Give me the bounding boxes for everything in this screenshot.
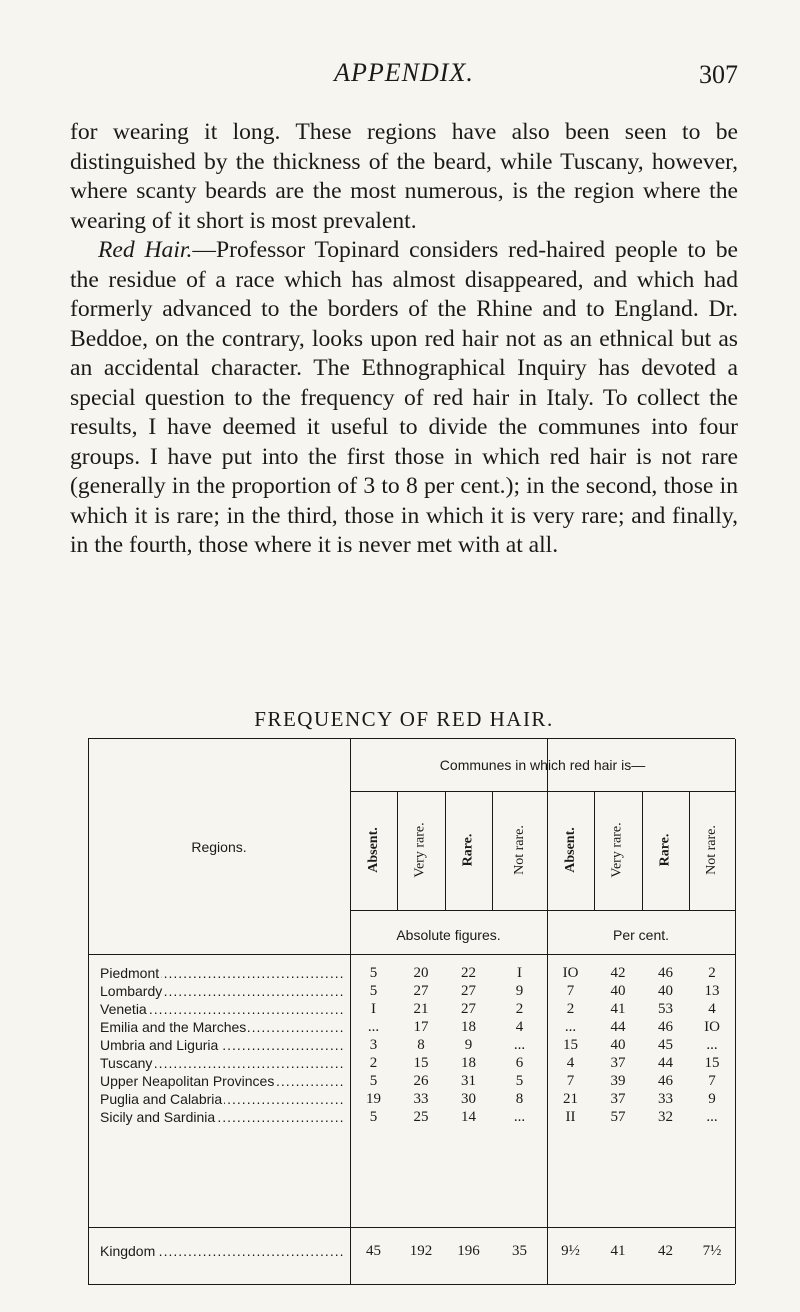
table-cell: 5 — [369, 983, 378, 999]
table-cell: 21 — [413, 1001, 429, 1017]
column-header — [547, 791, 594, 909]
table-row — [88, 1001, 735, 1018]
table-cell: 7 — [566, 983, 575, 999]
table-cell: 26 — [413, 1073, 429, 1089]
table-cell: 17 — [413, 1019, 429, 1035]
table-cell: ... — [513, 1109, 526, 1125]
table-cell: 5 — [369, 1073, 378, 1089]
total-row — [88, 1243, 735, 1260]
table-cell: ... — [706, 1109, 718, 1125]
table-cell: 8 — [515, 1091, 524, 1107]
table-cell: II — [565, 1109, 576, 1125]
table-cell: 2 — [515, 1001, 524, 1017]
region-name: Tuscany — [100, 1055, 153, 1071]
table-cell: 40 — [610, 983, 626, 999]
table-cell: I — [517, 965, 522, 981]
table-cell: 2 — [369, 1055, 378, 1071]
table-cell: 25 — [413, 1109, 429, 1125]
table-cell: 46 — [658, 1019, 673, 1035]
table-cell: 33 — [413, 1091, 429, 1107]
column-header-label: Absent. — [365, 827, 381, 873]
table-cell: 45 — [658, 1037, 673, 1053]
table-cell: 19 — [366, 1091, 381, 1107]
region-label — [100, 1001, 345, 1018]
table-cell: 53 — [658, 1001, 673, 1017]
table-cell: 5 — [369, 1109, 378, 1125]
table-cell: 35 — [512, 1243, 527, 1259]
table-cell: IO — [704, 1019, 720, 1035]
column-header — [689, 791, 735, 909]
table-cell: 31 — [461, 1073, 476, 1089]
total-rule — [88, 1227, 735, 1228]
region-name: Sicily and Sardinia — [100, 1109, 216, 1125]
table-cell: 9½ — [561, 1243, 580, 1259]
table-cell: 45 — [366, 1243, 381, 1259]
table-cell: 40 — [658, 983, 673, 999]
table-cell: 41 — [610, 1001, 626, 1017]
region-label — [100, 1109, 345, 1126]
table-cell: 37 — [610, 1091, 626, 1107]
table-cell: 44 — [610, 1019, 626, 1035]
column-header — [397, 791, 445, 909]
region-name: Piedmont — [100, 965, 160, 981]
paragraph-beards: for wearing it long. These regions have also been seen to be distinguished by the thickness of the beard, while Tuscany, however, where scanty beards are the most numerous, is the region where the wearing of it short is most prevalent. — [70, 119, 738, 234]
region-name: Emilia and the Marches — [100, 1019, 247, 1035]
table-cell: 37 — [610, 1055, 626, 1071]
region-label — [100, 1055, 345, 1072]
paragraph-red-hair — [70, 236, 738, 561]
paragraph-red-hair-text: —Professor Topinard considers red-haired people to be the residue of a race which has almost disappeared, and which had formerly advanced to the borders of the Rhine and to England. Dr. Beddoe, on the contrary, looks upon red hair not as an ethnical but as an accidental character. The Ethnographical Inquiry has devoted a special question to the frequency of red hair in Italy. To collect the results, I have deemed it useful to divide the communes into four groups. I have put into the first those in which red hair is not rare (generally in the proportion of 3 to 8 per cent.); in the second, those in which it is rare; in the third, those in which it is very rare; and finally, in the fourth, those where it is never met with at all. — [70, 237, 739, 558]
table-cell: 8 — [417, 1037, 425, 1053]
region-label — [100, 1019, 345, 1036]
table-cell: 32 — [658, 1109, 673, 1125]
region-name: Puglia and Calabria — [100, 1091, 223, 1107]
column-divider — [397, 791, 398, 910]
table-cell: 15 — [413, 1055, 429, 1071]
regions-header: Regions. — [191, 838, 247, 855]
table-cell: 20 — [413, 965, 429, 981]
section-lead: Red Hair. — [98, 237, 193, 263]
column-header-label: Very rare. — [413, 822, 428, 878]
column-header — [445, 791, 492, 909]
column-divider — [642, 791, 643, 910]
table-right-border — [735, 739, 736, 1284]
table-cell: 192 — [409, 1243, 433, 1259]
table-cell: 9 — [515, 983, 524, 999]
column-header — [350, 791, 397, 909]
column-header — [642, 791, 689, 909]
table-cell: 30 — [461, 1091, 476, 1107]
table-cell: 22 — [461, 965, 476, 981]
table-title: FREQUENCY OF RED HAIR. — [254, 707, 554, 731]
table-cell: 21 — [563, 1091, 578, 1107]
table-row — [88, 1019, 735, 1036]
table-cell: 7 — [566, 1073, 575, 1089]
table-cell: 46 — [658, 965, 673, 981]
subgroup-absolute: Absolute figures. — [396, 927, 501, 943]
column-header — [492, 791, 547, 909]
table-cell: 27 — [461, 1001, 476, 1017]
table-row — [88, 1073, 735, 1090]
body-text — [70, 118, 738, 561]
subgroup-percent: Per cent. — [612, 927, 670, 943]
region-label — [100, 1037, 345, 1054]
table-row — [88, 965, 735, 982]
column-header-label: Not rare. — [511, 825, 527, 875]
table-cell: 7 — [708, 1073, 716, 1089]
region-name: Lombardy — [100, 983, 163, 999]
column-header-label: Very rare. — [610, 822, 625, 878]
table-row — [88, 983, 735, 1000]
region-name: Kingdom — [100, 1243, 156, 1259]
table-cell: 27 — [413, 983, 429, 999]
table-cell: 9 — [708, 1091, 716, 1107]
running-title: APPENDIX. — [334, 58, 474, 87]
columns-header-rule — [350, 910, 735, 911]
table-cell: 33 — [658, 1091, 673, 1107]
table-cell: 3 — [369, 1037, 378, 1053]
column-header — [594, 791, 642, 909]
table-cell: 27 — [461, 983, 476, 999]
column-divider — [594, 791, 595, 910]
column-header-label: Not rare. — [704, 825, 720, 875]
column-divider — [445, 791, 446, 910]
header-bottom-rule — [88, 954, 735, 955]
region-name: Upper Neapolitan Provinces — [100, 1073, 275, 1089]
page-header — [70, 58, 738, 98]
column-header-label: Rare. — [657, 833, 673, 867]
region-label — [100, 983, 345, 1000]
region-label — [100, 1073, 345, 1090]
table-cell: 2 — [566, 1001, 575, 1017]
table-cell: 42 — [658, 1243, 673, 1259]
column-divider — [689, 791, 690, 910]
table-cell: ... — [706, 1037, 718, 1053]
table-cell: 57 — [610, 1109, 626, 1125]
table-cell: 14 — [461, 1109, 476, 1125]
region-label — [100, 965, 345, 982]
table-cell: ... — [513, 1037, 526, 1053]
table-cell: 46 — [658, 1073, 673, 1089]
region-label — [100, 1091, 345, 1108]
table-cell: 15 — [563, 1037, 578, 1053]
column-divider — [492, 791, 493, 910]
table-cell: I — [371, 1001, 376, 1017]
page-number: 307 — [699, 60, 738, 89]
region-name: Umbria and Liguria — [100, 1037, 219, 1053]
table-cell: 15 — [704, 1055, 720, 1071]
table-cell: 41 — [610, 1243, 626, 1259]
table-row — [88, 1037, 735, 1054]
region-name: Venetia — [100, 1001, 147, 1017]
table-row — [88, 1109, 735, 1126]
table-row — [88, 1055, 735, 1072]
table-cell: 42 — [610, 965, 626, 981]
table-cell: 4 — [708, 1001, 716, 1017]
table-cell: 7½ — [702, 1243, 722, 1259]
table-cell: 5 — [515, 1073, 524, 1089]
table-cell: 2 — [708, 965, 716, 981]
table-cell: 13 — [704, 983, 720, 999]
table-cell: 9 — [464, 1037, 473, 1053]
table-cell: 4 — [566, 1055, 575, 1071]
table-cell: ... — [564, 1019, 577, 1035]
table-cell: ... — [367, 1019, 380, 1035]
table-cell: 6 — [515, 1055, 524, 1071]
table-cell: 40 — [610, 1037, 626, 1053]
table-cell: 39 — [610, 1073, 626, 1089]
column-header-label: Absent. — [562, 827, 578, 873]
table-cell: 5 — [369, 965, 378, 981]
table-cell: 4 — [515, 1019, 524, 1035]
table-cell: IO — [562, 965, 579, 981]
region-label — [100, 1243, 345, 1260]
column-header-label: Rare. — [460, 833, 476, 867]
table-cell: 18 — [461, 1055, 476, 1071]
communes-header: Communes in which red hair is— — [439, 757, 646, 773]
table-row — [88, 1091, 735, 1108]
table-cell: 44 — [658, 1055, 673, 1071]
table-cell: 18 — [461, 1019, 476, 1035]
frequency-table — [88, 738, 735, 1285]
table-cell: 196 — [457, 1243, 480, 1259]
